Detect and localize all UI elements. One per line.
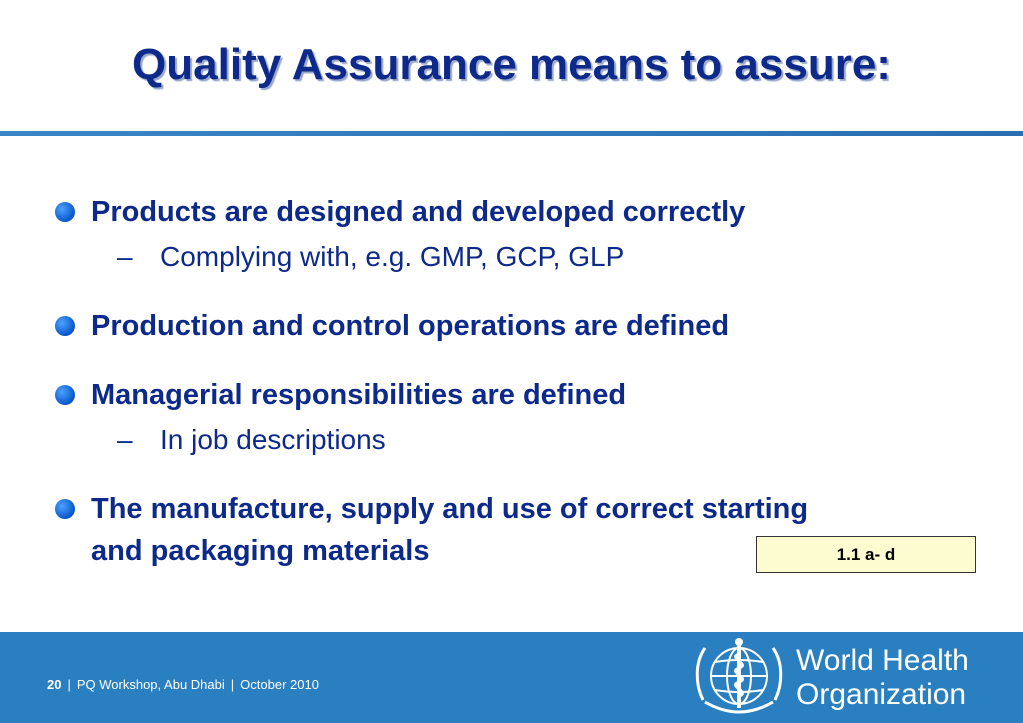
page-number: 20 — [47, 677, 62, 692]
bullet-text-4-line2: and packaging materials — [91, 535, 430, 567]
org-name-line1: World Health — [796, 644, 969, 677]
reference-box: 1.1 a- d — [756, 536, 976, 573]
footer-info — [47, 677, 319, 692]
sub-bullet-text-3: In job descriptions — [160, 424, 386, 455]
bullet-dot-icon — [55, 385, 75, 405]
who-wordmark — [796, 644, 969, 712]
bullet-text-1: Products are designed and developed correctly — [91, 196, 746, 228]
bullet-text-2: Production and control operations are defined — [91, 310, 730, 342]
footer-date: October 2010 — [240, 677, 319, 692]
footer-event: PQ Workshop, Abu Dhabi — [76, 677, 225, 692]
org-name-line2: Organization — [796, 678, 967, 711]
sub-bullet-dash: – — [117, 241, 133, 272]
bullet-text-4-line1: The manufacture, supply and use of correct starting — [91, 493, 809, 525]
footer-separator: | — [230, 677, 235, 692]
sub-bullet-dash: – — [117, 424, 133, 455]
footer-bar — [0, 632, 1023, 723]
bullet-text-3: Managerial responsibilities are defined — [91, 379, 627, 411]
bullet-dot-icon — [55, 316, 75, 336]
who-emblem-icon — [693, 636, 786, 720]
bullet-dot-icon — [55, 202, 75, 222]
footer-separator: | — [67, 677, 71, 692]
slide-title: Quality Assurance means to assure: — [132, 40, 891, 89]
sub-bullet-text-1: Complying with, e.g. GMP, GCP, GLP — [160, 241, 625, 272]
bullet-dot-icon — [55, 499, 75, 519]
